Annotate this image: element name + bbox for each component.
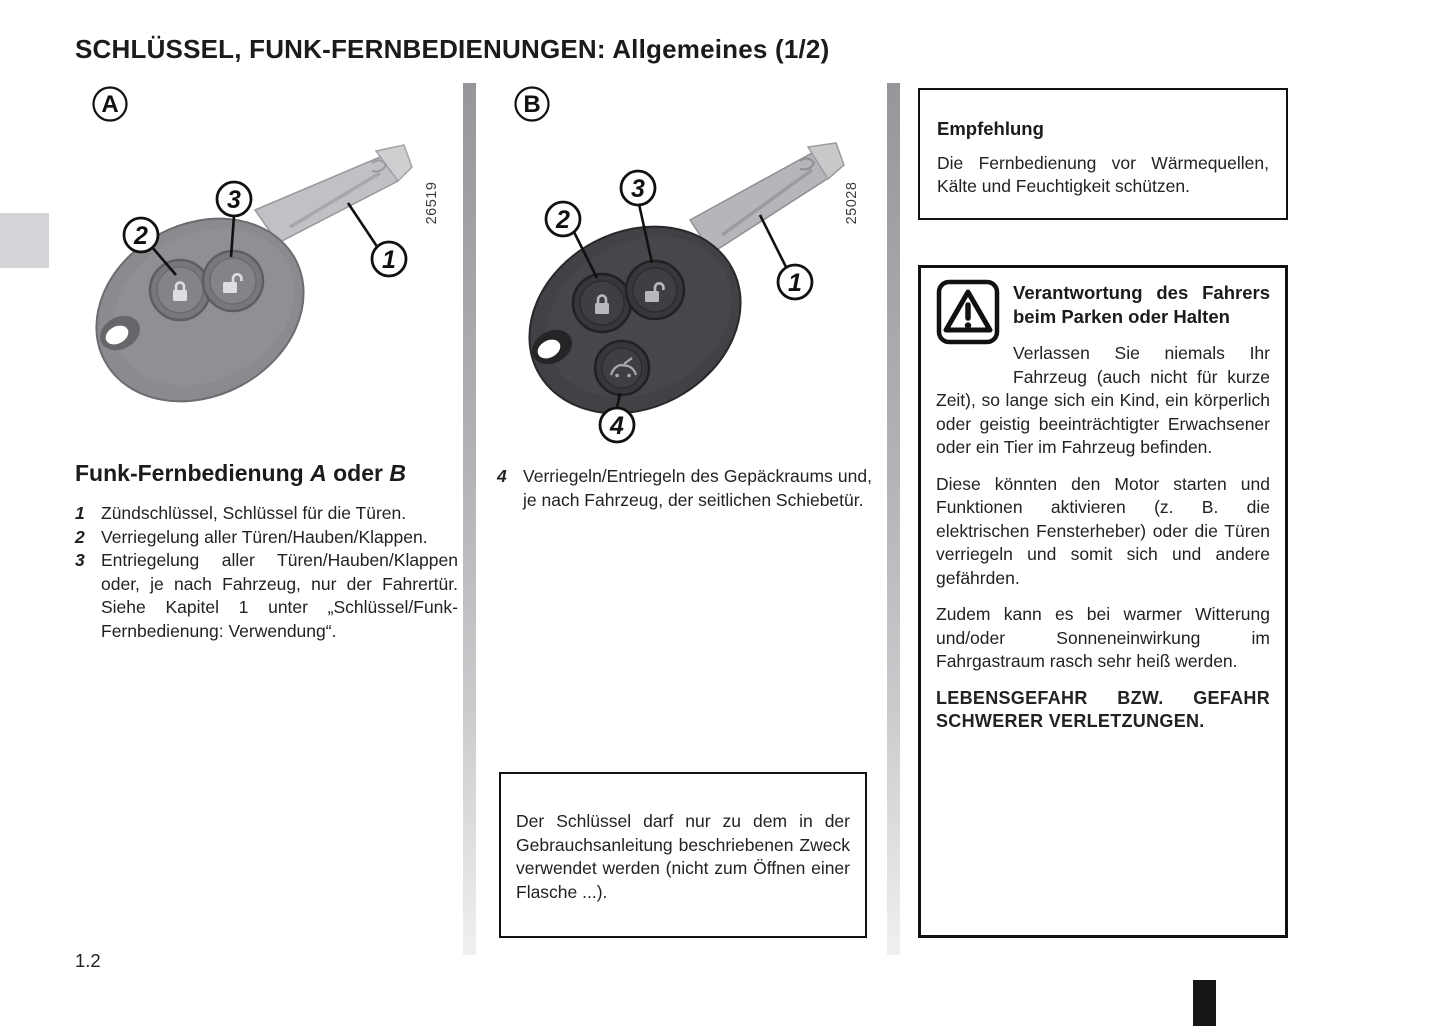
column-divider	[463, 83, 476, 955]
figure-a-label	[94, 88, 127, 121]
item-number: 3	[75, 550, 85, 570]
svg-text:3: 3	[227, 186, 241, 214]
figure-key-a	[80, 85, 460, 430]
item-number: 4	[497, 466, 507, 486]
key-blade-icon	[255, 145, 412, 243]
svg-text:4: 4	[610, 412, 624, 440]
svg-text:A: A	[101, 91, 119, 118]
section-index-marker	[1193, 980, 1216, 1026]
svg-text:1: 1	[788, 269, 802, 297]
svg-text:B: B	[523, 91, 541, 118]
svg-text:2: 2	[134, 222, 148, 250]
warning-box	[918, 265, 1288, 938]
callout-4	[600, 408, 634, 442]
callout-2	[546, 202, 580, 236]
callout-2	[124, 218, 158, 252]
page-number: 1.2	[75, 950, 101, 971]
item-text: Verriegeln/Entriegeln des Gepäckraums und, je nach Fahrzeug, der seitlichen Schiebetür.	[523, 466, 872, 510]
warning-title: Verantwortung des Fahrers beim Parken oder Halten	[1013, 282, 1270, 327]
warning-paragraph: Zudem kann es bei warmer Witterung und/oder Sonneneinwirkung im Fahrgastraum rasch sehr heiß werden.	[936, 604, 1270, 671]
item-text: Verriegelung aller Türen/Hauben/Klappen.	[101, 526, 428, 547]
item-text: Zündschlüssel, Schlüssel für die Türen.	[101, 503, 407, 523]
lock-button	[150, 260, 210, 320]
list-item	[497, 465, 872, 512]
recommendation-text: Die Fernbedienung vor Wärmequellen, Kälte und Feuchtigkeit schützen.	[937, 152, 1269, 196]
lock-button	[573, 274, 631, 332]
recommendation-title: Empfehlung	[937, 118, 1044, 139]
page-title: SCHLÜSSEL, FUNK-FERNBEDIENUNGEN: Allgemeines (1/2)	[75, 34, 830, 64]
figure-key-b	[500, 85, 885, 447]
recommendation-box	[918, 88, 1288, 220]
figure-b-label	[516, 88, 549, 121]
warning-emphasis: LEBENSGEFAHR BZW. GEFAHR SCHWERER VERLETZUNGEN.	[936, 687, 1270, 731]
figure-a-number: 26519	[424, 181, 440, 225]
key-usage-note-box	[499, 772, 867, 938]
warning-triangle-icon	[936, 279, 1000, 345]
section-remote-control	[75, 460, 458, 643]
section-item-4	[497, 465, 872, 512]
svg-text:3: 3	[631, 175, 645, 203]
note-text: Der Schlüssel darf nur zu dem in der Gebrauchsanleitung beschriebenen Zweck verwendet werden (nicht zum Öffnen einer Flasche ...).	[516, 811, 850, 902]
key-b-illustration	[500, 85, 885, 447]
callout-1	[778, 265, 812, 299]
list-item	[75, 549, 458, 643]
unlock-button	[626, 261, 684, 319]
item-number: 1	[75, 503, 85, 523]
callout-3	[217, 182, 251, 216]
svg-text:1: 1	[382, 246, 396, 274]
column-divider	[887, 83, 900, 955]
item-text: Entriegelung aller Türen/Hauben/Klappen oder, je nach Fahrzeug, nur der Fahrertür. Siehe Kapitel 1 unter „Schlüssel/Funk-Fernbedienung: Verwendung“.	[101, 550, 458, 641]
section-heading: Funk-Fernbedienung A oder B	[75, 460, 406, 486]
unlock-button	[203, 251, 263, 311]
callout-1	[372, 242, 406, 276]
list-item	[75, 526, 458, 550]
warning-paragraph: Verlassen Sie niemals Ihr Fahrzeug (auch nicht für kurze Zeit), so lange sich ein Kind, ein körperlich oder geistig beeinträchtigter Erwachsener oder ein Tier im Fahrzeug befinden.	[936, 343, 1270, 457]
list-item	[75, 502, 458, 526]
key-blade-icon	[690, 143, 844, 253]
key-a-illustration	[80, 85, 460, 430]
callout-3	[621, 171, 655, 205]
warning-paragraph: Diese könnten den Motor starten und Funktionen aktivieren (z. B. die elektrischen Fensterheber) oder die Türen verriegeln und somit sich und andere gefährden.	[936, 473, 1270, 588]
chapter-edge-tab	[0, 213, 49, 268]
item-number: 2	[75, 526, 85, 547]
svg-text:2: 2	[556, 206, 570, 234]
tailgate-button	[595, 341, 649, 395]
figure-b-number: 25028	[844, 181, 860, 225]
